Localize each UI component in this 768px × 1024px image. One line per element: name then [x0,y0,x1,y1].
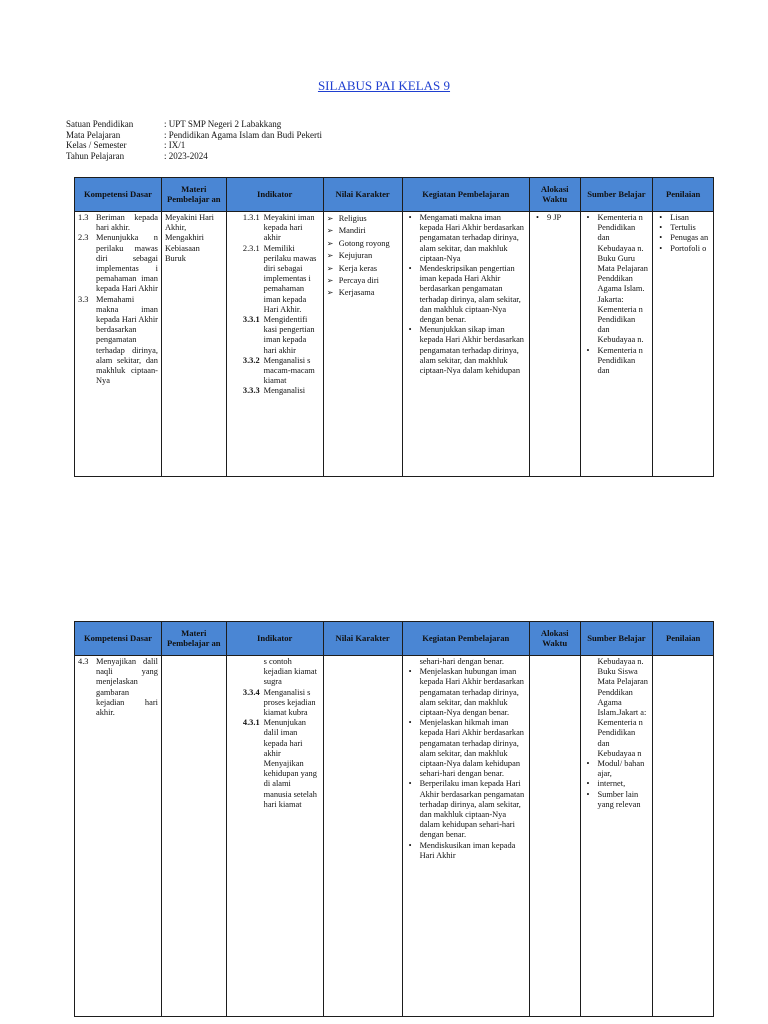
meta-row-tahun [66,151,322,162]
alokasi-item: • 9 JP [533,213,577,223]
syllabus-table-2 [74,621,714,1017]
meta-row-mapel [66,130,322,141]
meta-value: : IX/1 [164,140,186,150]
kegiatan-continued: sehari-hari dengan benar. [419,657,504,666]
sumber-continued: Kebudayaa n. Buku Siswa Mata Pelajaran Penddikan Agama Islam.Jakart a: Kementeria n Pendidikan dan Kebudayaa n [597,657,648,758]
kegiatan-cell [402,656,529,1017]
header-penilaian: Penilaian [653,622,714,656]
table-row [75,656,714,1017]
kegiatan-item: • Menunjukkan sikap iman kepada Hari Akhir berdasarkan pengamatan terhadap dirinya, alam sekitar, dan makhluk ciptaan-Nya dalam kehidupan [406,325,526,376]
sumber-cell [580,656,653,1017]
nilai-item: ➢ Kejujuran [327,250,399,262]
meta-value: : UPT SMP Negeri 2 Labakkang [164,119,282,129]
kd-cell [75,212,162,477]
materi-cell: Meyakini Hari Akhir, Mengakhiri Kebiasaan Buruk [161,212,226,477]
nilai-item: ➢ Kerja keras [327,263,399,275]
nilai-item: ➢ Kerjasama [327,287,399,299]
kd-item: 2.3 Menunjukka n perilaku mawas diri sebagai implementas i pemahaman iman kepada Hari Akhir [78,233,158,294]
kd-item: 1.3 Beriman kepada hari akhir. [78,213,158,233]
nilai-cell [323,212,402,477]
indikator-item: s contoh kejadian kiamat sugra [263,657,317,687]
nilai-item: ➢ Gotong royong [327,238,399,250]
kegiatan-item: • Mendeskripsikan pengertian iman kepada Hari Akhir berdasarkan pengamatan terhadap dirinya, alam sekitar, dan makhluk ciptaan-Nya dengan benar. [406,264,526,325]
sumber-cell [580,212,653,477]
indikator-item: 4.3.1 Menunjukan dalil iman kepada hari akhir Menyajikan kehidupan yang di alami manusia setelah hari kiamat [242,718,317,809]
header-kegiatan: Kegiatan Pembelajaran [402,178,529,212]
header-alokasi: Alokasi Waktu [529,622,580,656]
kd-cell [75,656,162,1017]
header-indikator: Indikator [226,178,323,212]
nilai-item: ➢ Religius [327,213,399,225]
kegiatan-item: • Menjelaskan hubungan iman kepada Hari Akhir berdasarkan pengamatan terhadap dirinya, alam sekitar, dan makhluk ciptaan-Nya dengan benar. [406,667,526,718]
indikator-item: 3.3.3 Menganalisi [242,386,306,396]
header-materi: Materi Pembelajar an [161,622,226,656]
header-nilai: Nilai Karakter [323,178,402,212]
penilaian-item: • Portofoli o [656,244,710,254]
header-kompetensi: Kompetensi Dasar [75,622,162,656]
sumber-item: • internet, [584,779,650,789]
sumber-item: • Sumber lain yang relevan [584,790,650,810]
indikator-cell [226,656,323,1017]
sumber-item: • Kementeria n Pendidikan dan [584,346,650,377]
table-header-row [75,622,714,656]
indikator-item: 3.3.4 Menganalisi s proses kejadian kiamat kubra [242,687,316,718]
document-meta [66,119,322,161]
indikator-cell [226,212,323,477]
meta-label: Kelas / Semester [66,140,127,150]
meta-label: Mata Pelajaran [66,129,121,140]
header-alokasi: Alokasi Waktu [529,178,580,212]
meta-label: Satuan Pendidikan [66,119,134,129]
alokasi-cell [529,656,580,1017]
nilai-item: ➢ Percaya diri [327,275,399,287]
alokasi-cell [529,212,580,477]
indikator-item: 2.3.1 Memiliki perilaku mawas diri sebagai implementas i pemahaman iman kepada Hari Akhir. [242,243,317,314]
kd-item: 3.3 Memahami makna iman kepada Hari Akhir berdasarkan pengamatan terhadap dirinya, alam sekitar, dan makhluk ciptaan-Nya [78,294,158,386]
meta-row-kelas [66,140,322,151]
header-kegiatan: Kegiatan Pembelajaran [402,622,529,656]
header-kompetensi: Kompetensi Dasar [75,178,162,212]
header-penilaian: Penilaian [653,178,714,212]
header-nilai: Nilai Karakter [323,622,402,656]
kegiatan-item: • Mengamati makna iman kepada Hari Akhir berdasarkan pengamatan terhadap dirinya, alam sekitar, dan makhluk ciptaan-Nya [406,213,526,264]
indikator-item: 3.3.1 Mengidentifi kasi pengertian iman kepada hari akhir [242,315,315,355]
penilaian-cell [653,656,714,1017]
syllabus-table-1 [74,177,714,477]
table-row [75,212,714,477]
nilai-item: ➢ Mandiri [327,225,399,237]
meta-value: : Pendidikan Agama Islam dan Budi Pekerti [164,129,322,140]
penilaian-item: • Lisan [656,213,710,223]
kegiatan-item: • Mendiskusikan iman kepada Hari Akhir [406,841,526,861]
meta-value: : 2023-2024 [164,150,208,161]
meta-label: Tahun Pelajaran [66,150,125,161]
indikator-item: 1.3.1 Meyakini iman kepada hari akhir [242,213,315,243]
penilaian-item: • Tertulis [656,223,710,233]
penilaian-cell [653,212,714,477]
kegiatan-item: • Berperilaku iman kepada Hari Akhir berdasarkan pengamatan terhadap dirinya, alam sekitar, dan makhluk ciptaan-Nya dalam kehidupan sehari-hari dengan benar. [406,779,526,840]
penilaian-item: • Penugas an [656,233,710,243]
header-sumber: Sumber Belajar [580,178,653,212]
kegiatan-item: • Menjelaskan hikmah iman kepada Hari Akhir berdasarkan pengamatan terhadap dirinya, alam sekitar, dan makhluk ciptaan-Nya dalam kehidupan sehari-hari dengan benar. [406,718,526,779]
indikator-item: 3.3.2 Menganalisi s macam-macam kiamat [242,355,315,386]
document-title: SILABUS PAI KELAS 9 [317,78,451,93]
kd-item: 4.3 Menyajikan dalil naqli yang menjelaskan gambaran kejadian hari akhir. [78,657,158,718]
materi-cell [161,656,226,1017]
header-indikator: Indikator [226,622,323,656]
nilai-cell [323,656,402,1017]
meta-row-satuan [66,119,322,130]
table-header-row [75,178,714,212]
header-sumber: Sumber Belajar [580,622,653,656]
header-materi: Materi Pembelajar an [161,178,226,212]
sumber-item: • Kementeria n Pendidikan dan Kebudayaa n. Buku Guru Mata Pelajaran Penddikan Agama Islam. Jakarta: Kementeria n Pendidikan dan Kebudayaa n. [584,213,650,346]
sumber-item: • Modul/ bahan ajar, [584,759,650,779]
kegiatan-cell [402,212,529,477]
